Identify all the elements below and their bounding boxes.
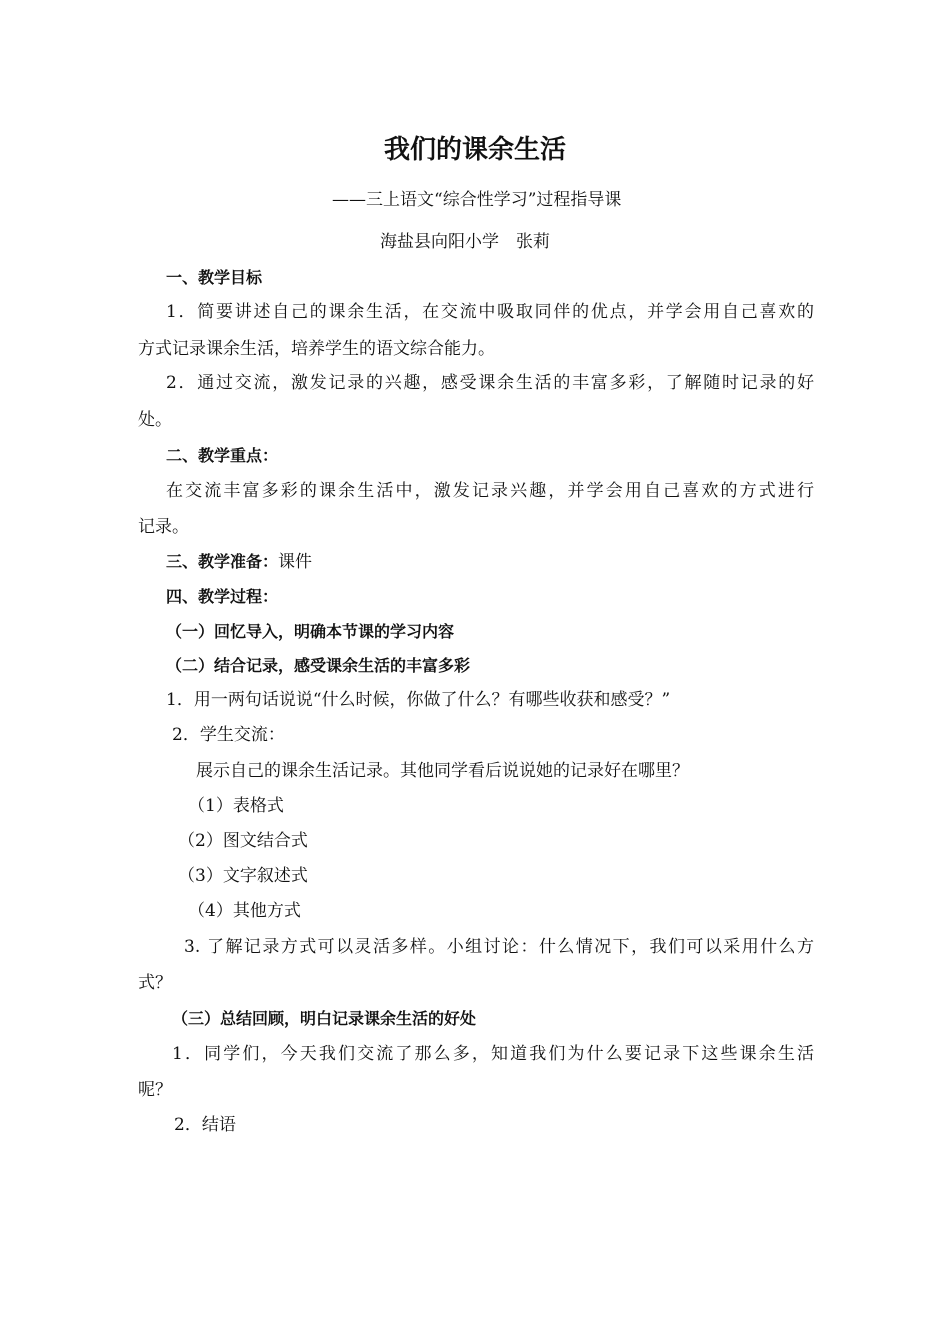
document-subtitle: ——三上语文“综合性学习”过程指导课 [332, 190, 622, 210]
section-heading-focus: 二、教学重点： [166, 446, 279, 465]
step-2-item-3-line-2: 式？ [138, 973, 172, 993]
focus-line-1: 在交流丰富多彩的课余生活中，激发记录兴趣，并学会用自己喜欢的方式进行 [166, 481, 814, 501]
section-heading-preparation: 三、教学准备： [166, 552, 279, 571]
goal-1-line-1: 1．简要讲述自己的课余生活，在交流中吸取同伴的优点，并学会用自己喜欢的 [166, 302, 814, 322]
step-1-heading: （一）回忆导入，明确本节课的学习内容 [166, 622, 455, 641]
preparation-value: 课件 [278, 552, 313, 572]
record-form-2: （2）图文结合式 [178, 831, 308, 851]
step-3-item-1-line-2: 呢？ [138, 1080, 172, 1100]
step-2-item-2: 2．学生交流： [172, 725, 285, 745]
step-2-item-1: 1．用一两句话说说“什么时候，你做了什么？有哪些收获和感受？” [166, 690, 671, 710]
step-3-heading: （三）总结回顾，明白记录课余生活的好处 [172, 1009, 477, 1028]
record-form-3: （3）文字叙述式 [178, 866, 308, 886]
step-2-item-3-line-1: 3. 了解记录方式可以灵活多样。小组讨论：什么情况下，我们可以采用什么方 [184, 937, 814, 957]
section-heading-goals: 一、教学目标 [166, 268, 263, 287]
step-3-item-1-line-1: 1．同学们，今天我们交流了那么多，知道我们为什么要记录下这些课余生活 [172, 1044, 814, 1064]
step-3-item-2: 2．结语 [174, 1115, 236, 1135]
step-2-heading: （二）结合记录，感受课余生活的丰富多彩 [166, 656, 471, 675]
step-2-item-2-desc: 展示自己的课余生活记录。其他同学看后说说她的记录好在哪里？ [196, 761, 689, 781]
focus-line-2: 记录。 [138, 517, 189, 537]
goal-2-line-1: 2．通过交流，激发记录的兴趣，感受课余生活的丰富多彩，了解随时记录的好 [166, 373, 814, 393]
goal-2-line-2: 处。 [138, 410, 172, 430]
goal-1-line-2: 方式记录课余生活，培养学生的语文综合能力。 [138, 339, 495, 359]
record-form-1: （1）表格式 [188, 796, 284, 816]
document-author: 海盐县向阳小学 张莉 [380, 232, 550, 252]
section-heading-process: 四、教学过程： [166, 587, 279, 606]
section-preparation [166, 550, 312, 574]
document-title: 我们的课余生活 [383, 135, 566, 165]
record-form-4: （4）其他方式 [188, 901, 301, 921]
